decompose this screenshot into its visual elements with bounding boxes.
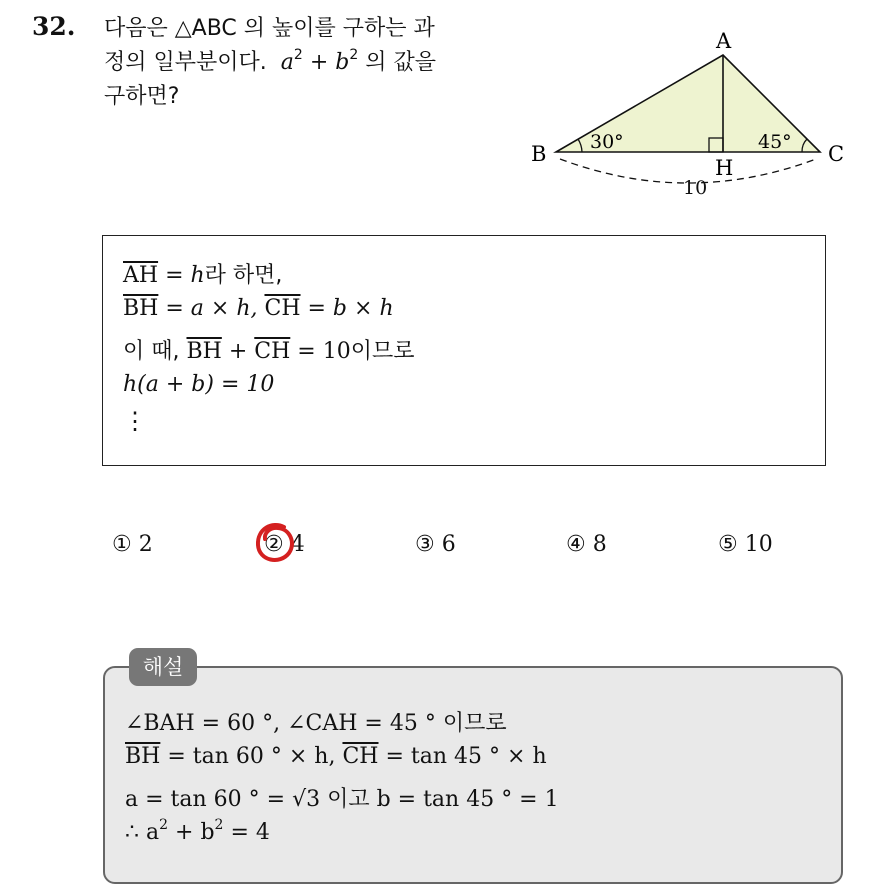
- solution-line-3-pre: a = tan 60 ° =: [125, 787, 293, 812]
- expr-b: b: [335, 50, 350, 75]
- box-line-1: [123, 258, 282, 289]
- solution-segment-BH: $\overline{BH}$: [125, 744, 161, 769]
- solution-box: [103, 666, 843, 884]
- solution-line-3-mid: 이고: [320, 787, 377, 812]
- box-vdots: ⋮: [123, 407, 147, 435]
- question-number: 32.: [32, 12, 76, 41]
- question-line-2: [104, 46, 524, 80]
- vertex-A: A: [716, 29, 732, 53]
- box-line-3: [123, 334, 414, 365]
- box-line-2-mid2: = b × h: [300, 296, 394, 321]
- box-line-4: h(a + b) = 10: [123, 372, 275, 397]
- choice-5[interactable]: [718, 532, 773, 557]
- answer-choices: [0, 532, 884, 562]
- box-line-1-var: h: [190, 263, 205, 288]
- choice-3-val: 6: [441, 532, 456, 557]
- base-length-label: 10: [683, 177, 708, 199]
- segment-BH: $\overline{BH}$: [123, 296, 159, 321]
- expr-a-exp: 2: [293, 47, 303, 63]
- triangle-figure: [520, 22, 860, 212]
- choice-4[interactable]: [566, 532, 607, 557]
- choice-5-num: ⑤: [718, 532, 738, 557]
- choice-3[interactable]: [415, 532, 456, 557]
- box-line-1-eq: =: [158, 263, 191, 288]
- question-line-2-text: 정의 일부분이다.: [104, 50, 267, 75]
- solution-label: 해설: [129, 648, 197, 686]
- solution-line-4-exp-a: 2: [159, 817, 169, 833]
- choice-4-num: ④: [566, 532, 586, 557]
- solution-line-4-result: = 4: [223, 820, 270, 845]
- segment-BH-2: $\overline{BH}$: [186, 339, 222, 364]
- solution-line-1-math: ∠BAH = 60 °, ∠CAH = 45 °: [125, 711, 436, 736]
- segment-CH-2: $\overline{CH}$: [254, 339, 291, 364]
- vertex-B: B: [531, 142, 547, 166]
- choice-1[interactable]: [112, 532, 153, 557]
- solution-line-2-mid1: = tan 60 ° × h,: [160, 744, 343, 769]
- choice-5-val: 10: [744, 532, 773, 557]
- answer-circle-mark-icon: [254, 521, 296, 567]
- solution-line-3-post: b = tan 45 ° = 1: [376, 787, 559, 812]
- expr-b-exp: 2: [349, 47, 359, 63]
- solution-line-4-b: + b: [168, 820, 215, 845]
- expr-a: a: [280, 50, 294, 75]
- expr-plus: +: [309, 50, 329, 75]
- segment-AH: $\overline{AH}$: [123, 263, 159, 288]
- sqrt-three: √3: [292, 787, 321, 812]
- solution-line-1: [125, 706, 507, 737]
- choice-1-num: ①: [112, 532, 132, 557]
- question-line-3: 구하면?: [104, 84, 180, 109]
- angle-B-label: 30°: [590, 131, 624, 153]
- box-line-3-tail: 이므로: [350, 339, 415, 364]
- solution-line-3: [125, 782, 559, 813]
- solution-segment-CH: $\overline{CH}$: [342, 744, 379, 769]
- solution-line-4: [125, 817, 270, 845]
- question-line-1: 다음은 △ABC 의 높이를 구하는 과: [104, 16, 435, 41]
- solution-line-4-exp-b: 2: [214, 817, 224, 833]
- box-line-3-eq: = 10: [290, 339, 351, 364]
- question-text: [104, 12, 524, 114]
- box-line-3-pre: 이 때,: [123, 339, 187, 364]
- question-line-2-tail: 의 값을: [365, 50, 437, 75]
- solution-line-2: [125, 744, 547, 769]
- vertex-H: H: [715, 156, 734, 180]
- box-line-2-mid1: = a × h,: [158, 296, 265, 321]
- choice-2-val: 4: [290, 532, 305, 557]
- segment-CH: $\overline{CH}$: [264, 296, 301, 321]
- box-line-1-tail: 라 하면,: [204, 263, 283, 288]
- solution-line-1-tail: 이므로: [435, 711, 507, 736]
- choice-2-num: ②: [264, 532, 284, 557]
- choice-4-val: 8: [592, 532, 607, 557]
- box-line-2: [123, 296, 394, 321]
- solution-line-2-mid2: = tan 45 ° × h: [378, 744, 547, 769]
- solution-line-4-a: ∴ a: [125, 820, 160, 845]
- angle-C-label: 45°: [758, 131, 792, 153]
- choice-1-val: 2: [138, 532, 153, 557]
- process-box: [102, 235, 826, 466]
- vertex-C: C: [828, 142, 845, 166]
- choice-3-num: ③: [415, 532, 435, 557]
- box-line-3-plus: +: [221, 339, 255, 364]
